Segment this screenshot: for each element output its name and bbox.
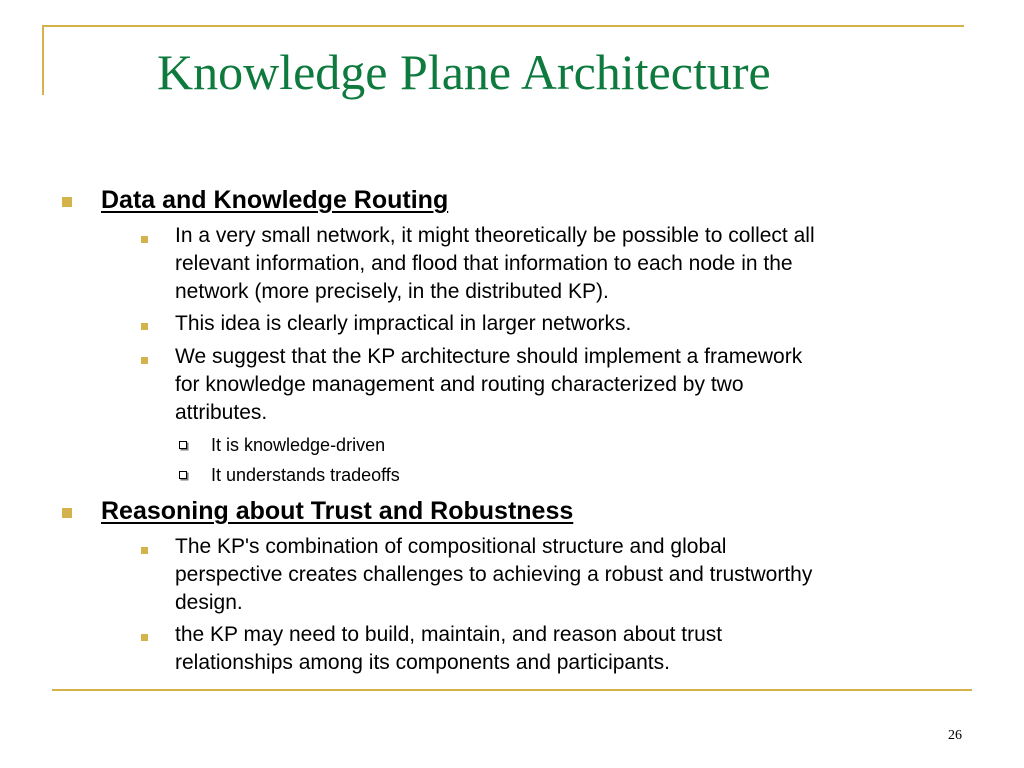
bullet-line: We suggest that the KP architecture should implement a framework bbox=[175, 345, 803, 368]
bullet-line: In a very small network, it might theoretically be possible to collect all bbox=[175, 224, 815, 247]
bullet-icon bbox=[141, 323, 148, 330]
bullet-line: attributes. bbox=[175, 401, 268, 424]
bullet-line: This idea is clearly impractical in larger networks. bbox=[175, 312, 632, 335]
bullet-icon bbox=[141, 547, 148, 554]
checkbox-bullet-icon bbox=[179, 441, 187, 449]
slide-title: Knowledge Plane Architecture bbox=[157, 44, 771, 100]
section-heading-routing: Data and Knowledge Routing bbox=[101, 186, 449, 214]
bullet-icon bbox=[141, 634, 148, 641]
bullet-line: relationships among its components and participants. bbox=[175, 651, 670, 674]
checkbox-bullet-icon bbox=[179, 471, 187, 479]
bullet-line: network (more precisely, in the distributed KP). bbox=[175, 280, 609, 303]
bullet-icon bbox=[141, 357, 148, 364]
section-bullet-icon bbox=[62, 197, 72, 207]
bullet-line: design. bbox=[175, 591, 243, 614]
section-bullet-icon bbox=[62, 508, 72, 518]
sub-bullet-line: It understands tradeoffs bbox=[211, 465, 400, 485]
bullet-line: The KP's combination of compositional structure and global bbox=[175, 535, 727, 558]
bullet-line: for knowledge management and routing characterized by two bbox=[175, 373, 744, 396]
footer-rule bbox=[52, 689, 972, 691]
page-number: 26 bbox=[948, 728, 962, 743]
bullet-line: the KP may need to build, maintain, and reason about trust bbox=[175, 623, 723, 646]
bullet-line: perspective creates challenges to achieving a robust and trustworthy bbox=[175, 563, 813, 586]
bullet-line: relevant information, and flood that information to each node in the bbox=[175, 252, 793, 275]
bullet-icon bbox=[141, 236, 148, 243]
sub-bullet-line: It is knowledge-driven bbox=[211, 435, 386, 455]
frame-left-rule bbox=[42, 25, 44, 95]
frame-top-rule bbox=[42, 25, 964, 27]
section-heading-trust: Reasoning about Trust and Robustness bbox=[101, 497, 574, 525]
